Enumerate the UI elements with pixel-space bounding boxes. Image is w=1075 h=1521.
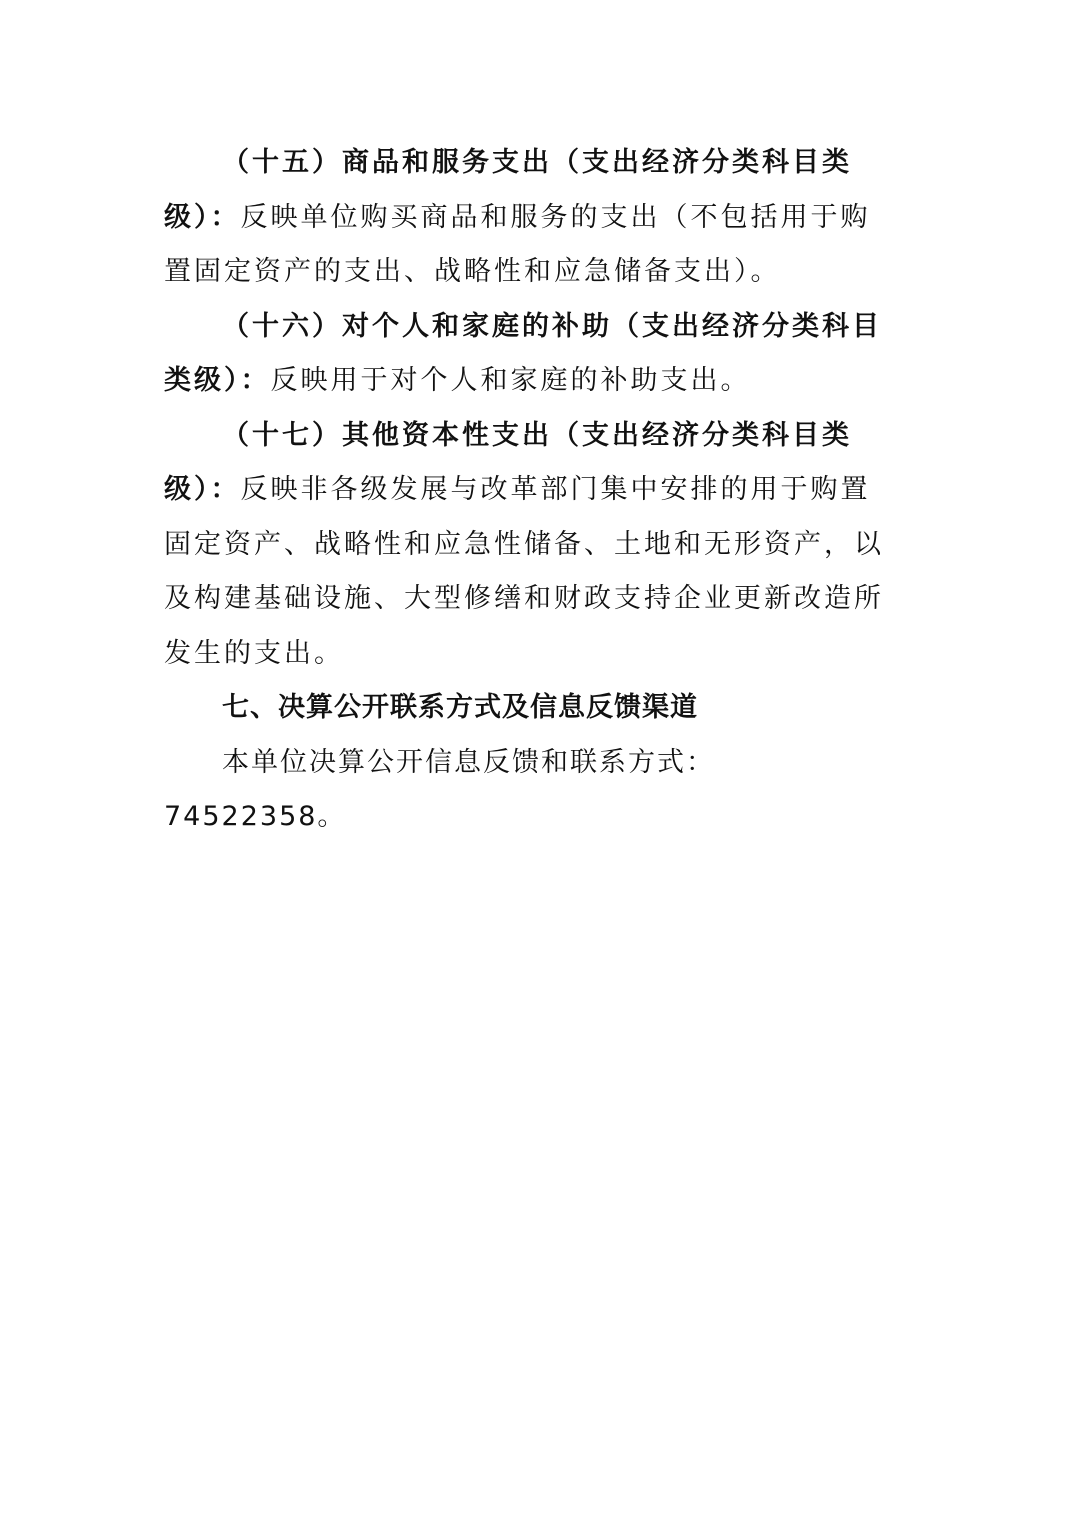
definition-term: （十五）商品和服务支出（支出经济分类科目类级）： [164, 147, 852, 233]
definition-item-16 [164, 300, 886, 409]
contact-paragraph: 本单位决算公开信息反馈和联系方式：74522358。 [164, 746, 715, 832]
definition-text: 反映用于对个人和家庭的补助支出。 [270, 365, 751, 396]
definition-term: （十七）其他资本性支出（支出经济分类科目类级）： [164, 419, 852, 505]
section-heading: 七、决算公开联系方式及信息反馈渠道 [222, 692, 698, 723]
document-body [164, 136, 886, 845]
definition-term: （十六）对个人和家庭的补助（支出经济分类科目类级）： [164, 310, 882, 396]
definition-text: 反映非各级发展与改革部门集中安排的用于购置固定资产、战略性和应急性储备、土地和无形资产，以及构建基础设施、大型修缮和财政支持企业更新改造所发生的支出。 [164, 474, 884, 669]
definition-text: 反映单位购买商品和服务的支出（不包括用于购置固定资产的支出、战略性和应急储备支出）。 [164, 201, 871, 287]
definition-item-15 [164, 136, 886, 300]
definition-item-17 [164, 409, 886, 682]
